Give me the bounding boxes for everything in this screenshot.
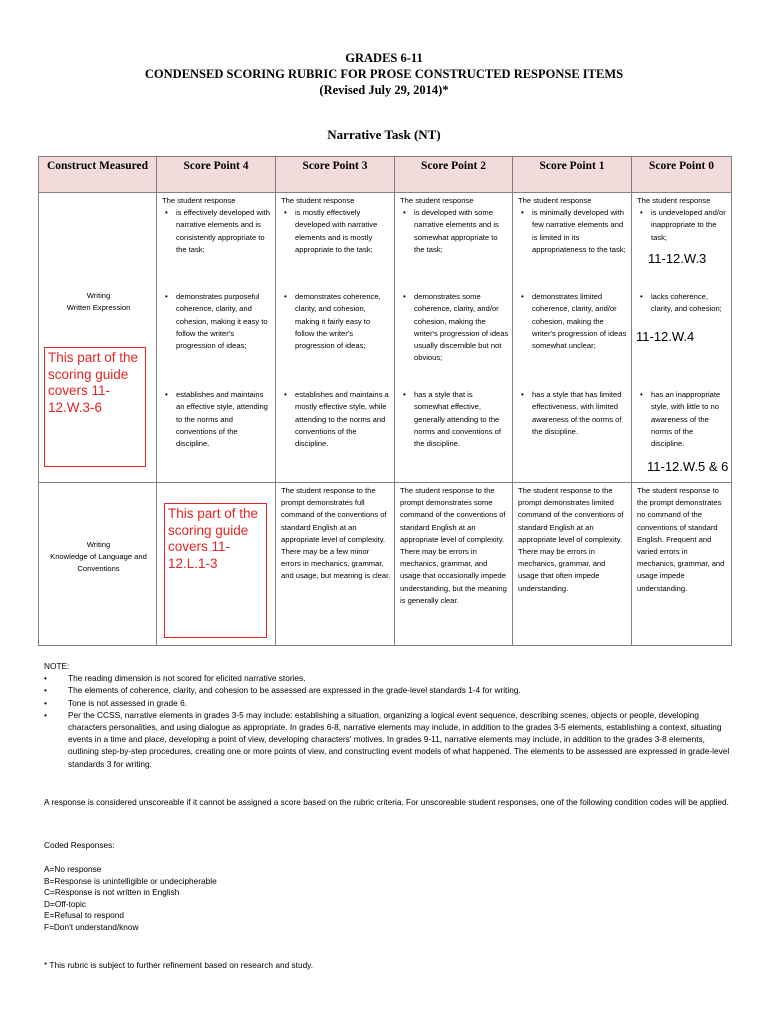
coded-responses-list [44,864,217,933]
criterion-style: • establishes and maintains a mostly effective style, while attending to the norms and conventions of the discipline. [281,389,391,450]
notes-section [44,660,734,770]
code-item: A=No response [44,864,102,874]
criterion-coherence: • demonstrates coherence, clarity, and cohesion, making it fairly easy to follow the writer's progression of ideas; [281,291,391,389]
cell-intro: The student response [637,196,711,205]
cell-text: The student response to the prompt demonstrates full command of the conventions of standard English at an appropriate level of complexity. There may be a few minor errors in mechanics, grammar, and usage, but meaning is clear. [281,486,391,581]
score-2-written-cell [395,193,513,483]
rubric-title: CONDENSED SCORING RUBRIC FOR PROSE CONSTRUCTED RESPONSE ITEMS [144,67,624,81]
coded-responses-title: Coded Responses: [44,840,115,850]
note-item: • The reading dimension is not scored for elicited narrative stories. [44,672,734,684]
score-3-written-cell [276,193,395,483]
criterion-coherence: • lacks coherence, clarity, and cohesion; [637,291,728,389]
cell-intro: The student response [518,196,592,205]
criterion-development: • is minimally developed with few narrative elements and is limited in its appropriateness to the task; [518,207,628,291]
construct-language-conventions [39,483,157,646]
header-score-1: Score Point 1 [513,157,632,193]
score-2-language-cell [395,483,513,646]
cell-text: The student response to the prompt demonstrates no command of the conventions of standard English. Frequent and varied errors in mechanics, grammar, and usage impede understanding. [637,486,725,593]
construct-label: Writing [86,291,111,300]
criterion-style: • has an inappropriate style, with little to no awareness of the norms of the discipline. [637,389,728,450]
header-construct: Construct Measured [39,157,157,193]
cell-text: The student response to the prompt demonstrates limited command of the conventions of standard English at an appropriate level of complexity. There may be errors in mechanics, grammar, and usage that often impede understanding. [518,486,624,593]
criterion-development: • is effectively developed with narrative elements and is consistently appropriate to the task; [162,207,272,291]
header-score-4: Score Point 4 [157,157,276,193]
criterion-development: • is mostly effectively developed with narrative elements and is mostly appropriate to the task; [281,207,391,291]
criterion-coherence: • demonstrates limited coherence, clarity, and/or cohesion, making the writer's progression of ideas somewhat unclear; [518,291,628,389]
criterion-coherence: • demonstrates purposeful coherence, clarity, and cohesion, making it easy to follow the writer's progression of ideas; [162,291,272,389]
score-1-written-cell [513,193,632,483]
criterion-development: • is undeveloped and/or inappropriate to the task; [637,207,728,291]
task-title: Narrative Task (NT) [327,127,441,142]
grade-range-title: GRADES 6-11 [345,51,423,65]
header-score-2: Score Point 2 [395,157,513,193]
unscoreable-paragraph: A response is considered unscoreable if it cannot be assigned a score based on the rubric criteria. For unscoreable student responses, one of the following condition codes will be applied. [44,797,729,807]
header-score-3: Score Point 3 [276,157,395,193]
cell-intro: The student response [162,196,236,205]
code-item: E=Refusal to respond [44,910,125,920]
code-item: F=Don't understand/know [44,921,139,932]
note-item: • The elements of coherence, clarity, and cohesion to be assessed are expressed in the grade-level standards 1-4 for writing. [44,684,734,696]
construct-sublabel: Written Expression [66,303,131,312]
language-conventions-row [39,483,732,646]
construct-sublabel: Knowledge of Language and Conventions [50,552,147,573]
standard-w5-6-label: 11-12.W.5 & 6 [647,459,729,474]
criterion-style: • has a style that has limited effectiveness, with limited awareness of the norms of the discipline. [518,389,628,438]
footnote: * This rubric is subject to further refinement based on research and study. [44,960,314,970]
cell-intro: The student response [400,196,474,205]
criterion-style: • has a style that is somewhat effective, generally attending to the norms and conventions of the discipline. [400,389,509,450]
criterion-style: • establishes and maintains an effective style, attending to the norms and conventions of the discipline. [162,389,272,450]
note-item: • Tone is not assessed in grade 6. [44,697,734,709]
writing-standards-annotation: This part of the scoring guide covers 11-12.W.3-6 [44,347,146,467]
note-item: • Per the CCSS, narrative elements in grades 3-5 may include: establishing a situation, organizing a logical event sequence, describing scenes, objects or people, developing characters personalities, and using dialogue as appropriate. In grades 6-8, narrative elements may include, in addition to the grades 3-5 elements, establishing a context, situating events in a time and place, developing a point of view, developing characters' motives. In grades 9-11, narrative elements may include, in addition to the grades 3-8 elements, outlining step-by-step procedures, creating one or more points of view, and constructing event models of what happened. The elements to be assessed are expressed in grade-level standards 3 for writing. [44,709,734,770]
cell-intro: The student response [281,196,355,205]
code-item: C=Response is not written in English [44,887,180,897]
cell-text: The student response to the prompt demonstrates some command of the conventions of standard English at an appropriate level of complexity. There may be errors in mechanics, grammar, and usage that occasionally impede understanding, but the meaning is generally clear. [400,486,507,605]
standard-w3-label: 11-12.W.3 [648,251,707,266]
header-score-0: Score Point 0 [632,157,732,193]
score-4-written-cell [157,193,276,483]
score-3-language-cell [276,483,395,646]
score-1-language-cell [513,483,632,646]
score-0-language-cell [632,483,732,646]
criterion-coherence: • demonstrates some coherence, clarity, and/or cohesion, making the writer's progression of ideas usually discernible but not obvious; [400,291,509,389]
notes-title: NOTE: [44,661,70,671]
criterion-development: • is developed with some narrative elements and is somewhat appropriate to the task; [400,207,509,291]
revision-date: (Revised July 29, 2014)* [319,83,449,97]
language-standards-annotation: This part of the scoring guide covers 11-12.L.1-3 [164,503,267,638]
standard-w4-label: 11-12.W.4 [636,329,695,344]
construct-label: Writing [86,540,111,549]
code-item: D=Off-topic [44,898,87,909]
code-item: B=Response is unintelligible or undecipherable [44,875,217,886]
document-header [0,50,768,98]
header-row [39,157,732,193]
